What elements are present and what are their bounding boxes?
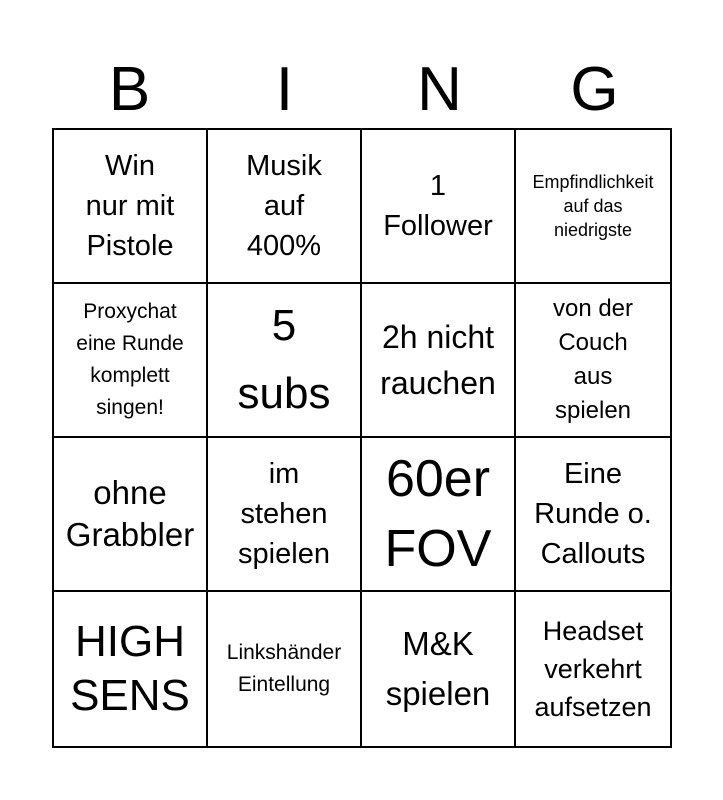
bingo-cell[interactable] <box>516 130 670 284</box>
bingo-cell[interactable] <box>208 592 362 746</box>
cell-text: 2h nicht rauchen <box>380 319 496 401</box>
cell-text: 60er FOV <box>384 450 492 578</box>
bingo-header <box>52 52 672 128</box>
cell-text: HIGH SENS <box>70 617 190 720</box>
cell-text: Win nur mit Pistole <box>85 150 175 262</box>
cell-text: Eine Runde o. Callouts <box>534 458 652 570</box>
cell-text: von der Couch aus spielen <box>552 295 634 424</box>
cell-text: 1 Follower <box>383 170 493 242</box>
cell-text: Musik auf 400% <box>246 150 322 262</box>
bingo-cell[interactable] <box>362 438 516 592</box>
bingo-cell[interactable] <box>54 592 208 746</box>
bingo-cell[interactable] <box>54 438 208 592</box>
cell-text: Headset verkehrt aufsetzen <box>534 616 652 722</box>
bingo-cell[interactable] <box>362 284 516 438</box>
cell-text: im stehen spielen <box>238 458 330 570</box>
cell-text: ohne Grabbler <box>65 474 195 553</box>
bingo-cell[interactable] <box>516 592 670 746</box>
header-letter-b: B <box>108 55 151 124</box>
cell-text: Empfindlichkeit auf das niedrigste <box>532 172 654 240</box>
bingo-cell[interactable] <box>208 284 362 438</box>
bingo-cell[interactable] <box>208 438 362 592</box>
bingo-cell[interactable] <box>54 284 208 438</box>
header-letter-n: N <box>417 55 462 124</box>
cell-text: 5 subs <box>237 301 331 418</box>
bingo-cell[interactable] <box>54 130 208 284</box>
cell-text: M&K spielen <box>385 625 491 712</box>
bingo-cell[interactable] <box>362 592 516 746</box>
bingo-cell[interactable] <box>516 438 670 592</box>
header-letter-i: I <box>275 55 294 124</box>
bingo-board <box>52 128 672 748</box>
cell-text: Linkshänder Eintellung <box>226 641 342 696</box>
bingo-cell[interactable] <box>516 284 670 438</box>
bingo-cell[interactable] <box>208 130 362 284</box>
bingo-cell[interactable] <box>362 130 516 284</box>
header-letter-g: G <box>570 55 619 124</box>
cell-text: Proxychat eine Runde komplett singen! <box>76 300 184 419</box>
